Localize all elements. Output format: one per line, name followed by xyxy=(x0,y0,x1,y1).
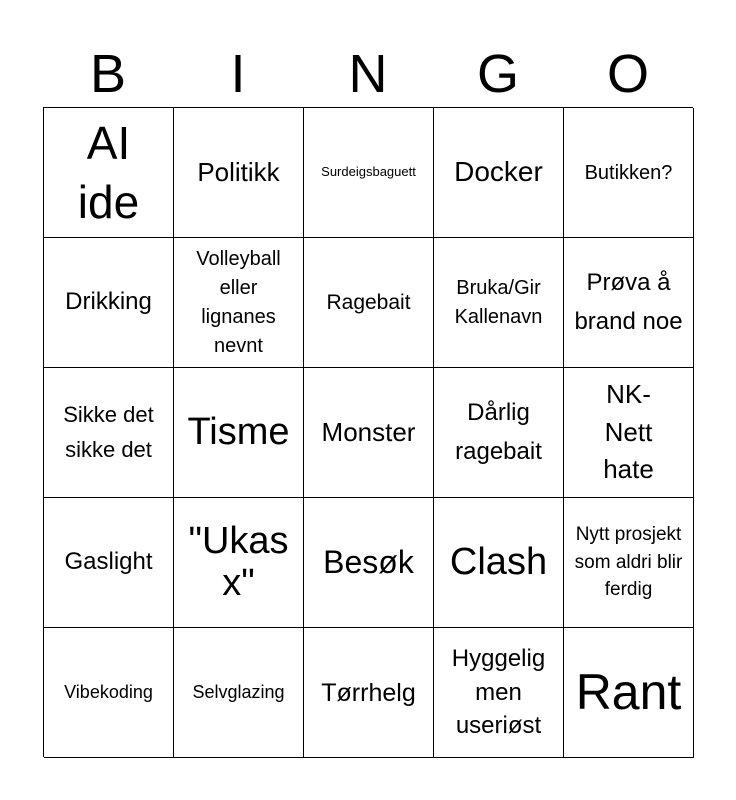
cell-text: Nytt prosjekt som aldri blir ferdig xyxy=(574,524,683,601)
cell-text: Tisme xyxy=(187,410,290,453)
bingo-cell[interactable] xyxy=(304,628,434,758)
cell-text: Butikken? xyxy=(584,161,673,184)
bingo-cell[interactable] xyxy=(44,498,174,628)
header-letter-g: G xyxy=(476,44,519,104)
cell-text: Clash xyxy=(449,540,548,583)
cell-text: Hyggelig men useriøst xyxy=(451,645,546,740)
cell-text: Selvglazing xyxy=(192,681,285,702)
bingo-cell[interactable] xyxy=(564,498,694,628)
bingo-cell[interactable] xyxy=(174,628,304,758)
cell-text: Rant xyxy=(575,663,682,720)
bingo-cell[interactable] xyxy=(564,238,694,368)
bingo-board xyxy=(43,107,693,757)
cell-text: Drikking xyxy=(65,288,152,316)
cell-text: Dårlig ragebait xyxy=(455,399,542,465)
cell-text: Vibekoding xyxy=(64,681,153,702)
bingo-cell[interactable] xyxy=(564,628,694,758)
bingo-cell[interactable] xyxy=(44,628,174,758)
cell-text: Politikk xyxy=(197,156,280,187)
bingo-cell[interactable] xyxy=(304,238,434,368)
bingo-cell[interactable] xyxy=(564,108,694,238)
cell-text: Monster xyxy=(321,416,416,447)
cell-text: Bruka/Gir Kallenavn xyxy=(454,276,543,328)
cell-text: Besøk xyxy=(323,544,414,581)
cell-text: Sikke det sikke det xyxy=(63,402,154,462)
bingo-cell[interactable] xyxy=(304,498,434,628)
cell-text: "Ukas x" xyxy=(188,519,289,604)
bingo-cell[interactable] xyxy=(174,108,304,238)
cell-text: Docker xyxy=(454,156,543,188)
bingo-cell[interactable] xyxy=(434,108,564,238)
cell-text: Tørrhelg xyxy=(321,678,416,707)
header-letter-n: N xyxy=(348,44,388,104)
cell-text: AI ide xyxy=(77,117,140,228)
bingo-cell[interactable] xyxy=(434,628,564,758)
bingo-cell[interactable] xyxy=(304,368,434,498)
bingo-header xyxy=(43,40,693,108)
bingo-cell[interactable] xyxy=(44,238,174,368)
bingo-cell[interactable] xyxy=(174,368,304,498)
cell-text: Gaslight xyxy=(64,548,153,576)
cell-text: Ragebait xyxy=(326,290,411,314)
bingo-cell[interactable] xyxy=(564,368,694,498)
bingo-cell[interactable] xyxy=(434,498,564,628)
cell-text: NK-Nett hate xyxy=(603,378,654,485)
header-letter-b: B xyxy=(89,44,127,104)
bingo-cell[interactable] xyxy=(174,238,304,368)
header-letter-i: I xyxy=(230,44,246,104)
cell-text: Surdeigsbaguett xyxy=(321,164,416,180)
header-letter-o: O xyxy=(606,44,649,104)
cell-text: Volleyball eller lignanes nevnt xyxy=(196,247,281,357)
bingo-cell[interactable] xyxy=(44,368,174,498)
bingo-cell[interactable] xyxy=(434,238,564,368)
cell-text: Prøva å brand noe xyxy=(574,269,683,335)
bingo-cell[interactable] xyxy=(44,108,174,238)
bingo-cell[interactable] xyxy=(304,108,434,238)
bingo-cell[interactable] xyxy=(434,368,564,498)
bingo-cell[interactable] xyxy=(174,498,304,628)
